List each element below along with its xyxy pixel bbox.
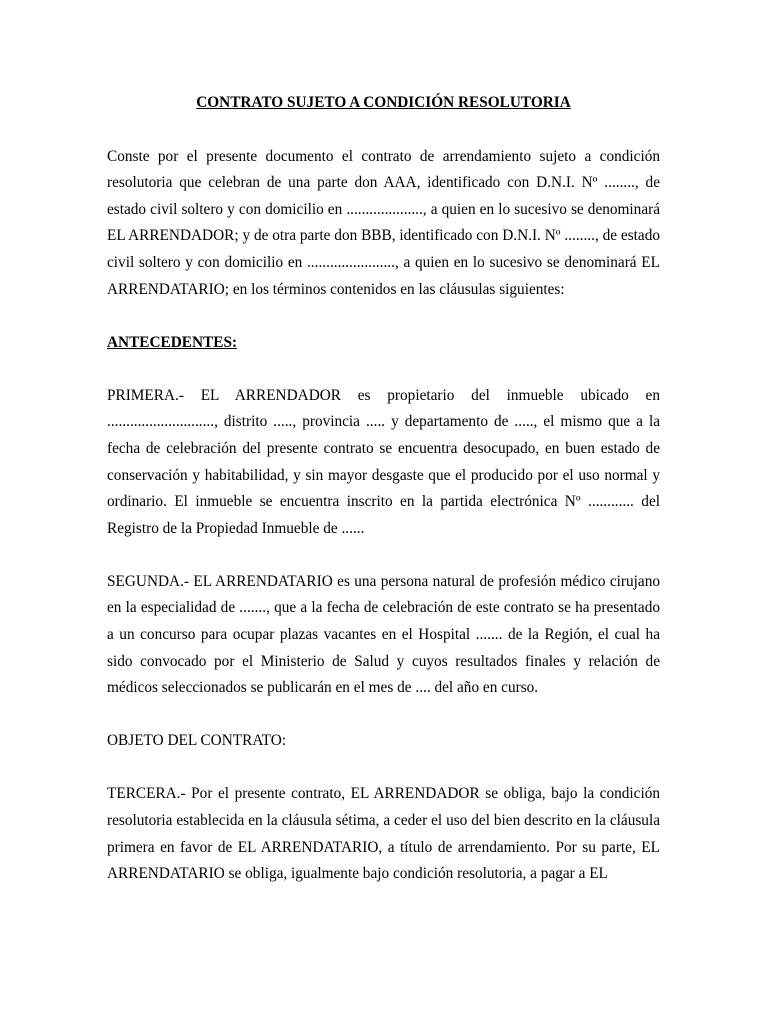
section-heading-objeto: OBJETO DEL CONTRATO: bbox=[107, 732, 287, 750]
section-heading-antecedentes: ANTECEDENTES: bbox=[107, 333, 238, 351]
document-page bbox=[107, 90, 660, 914]
intro-paragraph: Conste por el presente documento el contrato de arrendamiento sujeto a condición resolutoria que celebran de una parte don AAA, identificado con D.N.I. Nº ........, de estado civil soltero y con domicilio en ...................., a quien en lo sucesivo se denominará EL ARRENDADOR; y de otra parte don BBB, identificado con D.N.I. Nº ........, de estado civil soltero y con domicilio en ......................., a quien en lo sucesivo se denominará EL ARRENDATARIO; en los términos contenidos en las cláusulas siguientes: bbox=[107, 147, 660, 298]
clause-segunda: SEGUNDA.- EL ARRENDATARIO es una persona natural de profesión médico cirujano en la especialidad de ......., que a la fecha de celebración de este contrato se ha presentado a un concurso para ocupar plazas vacantes en el Hospital ....... de la Región, el cual ha sido convocado por el Ministerio de Salud y cuyos resultados finales y relación de médicos seleccionados se publicarán en el mes de .... del año en curso. bbox=[107, 572, 660, 697]
clause-primera: PRIMERA.- EL ARRENDADOR es propietario del inmueble ubicado en ............................, distrito ....., provincia ..... y departamento de ....., el mismo que a la fecha de celebración del presente contrato se encuentra desocupado, en buen estado de conservación y habitabilidad, y sin mayor desgaste que el producido por el uso normal y ordinario. El inmueble se encuentra inscrito en la partida electrónica Nº ............ del Registro de la Propiedad Inmueble de ...... bbox=[107, 386, 660, 537]
document-title: CONTRATO SUJETO A CONDICIÓN RESOLUTORIA bbox=[196, 94, 571, 111]
clause-tercera: TERCERA.- Por el presente contrato, EL ARRENDADOR se obliga, bajo la condición resolutoria establecida en la cláusula sétima, a ceder el uso del bien descrito en la cláusula primera en favor de EL ARRENDATARIO, a título de arrendamiento. Por su parte, EL ARRENDATARIO se obliga, igualmente bajo condición resolutoria, a pagar a EL bbox=[107, 785, 660, 883]
